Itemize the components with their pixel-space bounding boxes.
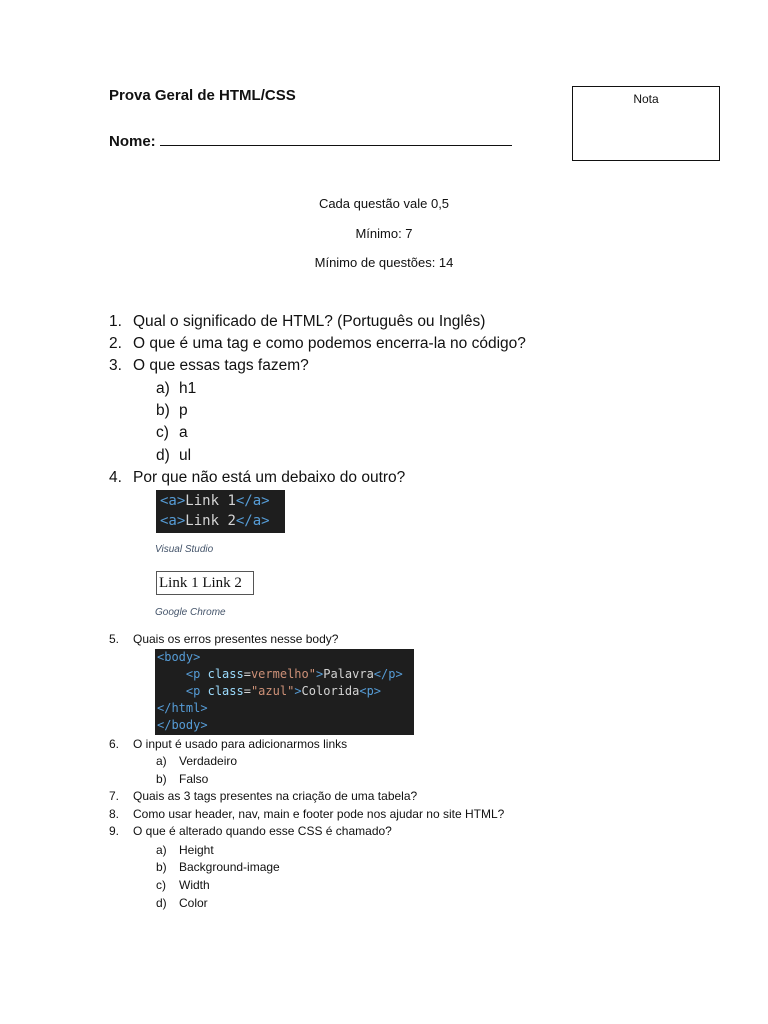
vs-code-snippet [156, 490, 285, 533]
code-line: </body> [157, 718, 208, 732]
code-line: </html> [157, 701, 208, 715]
option-3d [156, 447, 191, 465]
question-number: 1. [109, 313, 122, 330]
code-line: <p class=vermelho">Palavra</p> [185, 667, 403, 681]
code-line: <p class="azul">Colorida<p> [185, 684, 382, 698]
code-line: <a>Link 1</a> [160, 493, 270, 509]
option-letter: c) [156, 424, 169, 441]
exam-title: Prova Geral de HTML/CSS [109, 87, 296, 104]
option-text: p [179, 402, 188, 419]
question-number: 9. [109, 824, 120, 838]
question-8 [109, 807, 504, 821]
option-letter: b) [156, 402, 170, 419]
question-2 [109, 335, 526, 353]
question-9 [109, 824, 392, 838]
question-text: O input é usado para adicionarmos links [133, 737, 348, 751]
question-7 [109, 789, 417, 803]
grade-label: Nota [633, 92, 659, 106]
question-text: O que essas tags fazem? [133, 357, 309, 374]
question-number: 2. [109, 335, 122, 352]
option-letter: a) [156, 754, 167, 768]
option-letter: a) [156, 843, 167, 857]
question-text: O que é uma tag e como podemos encerra-la no código? [133, 335, 526, 352]
figure-caption-vs: Visual Studio [155, 544, 214, 555]
grade-box [572, 86, 720, 161]
question-3 [109, 357, 309, 375]
option-letter: b) [156, 860, 167, 874]
name-field [109, 132, 512, 150]
question-1 [109, 313, 485, 331]
option-3c [156, 424, 188, 442]
option-text: Height [179, 843, 214, 857]
question-5 [109, 632, 338, 646]
question-text: Quais as 3 tags presentes na criação de uma tabela? [133, 789, 418, 803]
question-text: Qual o significado de HTML? (Português ou Inglês) [133, 313, 486, 330]
option-9d [156, 896, 208, 910]
option-9c [156, 878, 210, 892]
option-6a [156, 754, 237, 768]
option-letter: a) [156, 380, 170, 397]
option-letter: b) [156, 772, 167, 786]
question-number: 6. [109, 737, 120, 751]
name-blank-line [160, 132, 512, 146]
option-text: h1 [179, 380, 197, 397]
option-9b [156, 860, 280, 874]
code-line: <a>Link 2</a> [160, 513, 270, 529]
question-6 [109, 737, 347, 751]
option-text: a [179, 424, 188, 441]
question-number: 3. [109, 357, 122, 374]
option-letter: c) [156, 878, 166, 892]
question-text: Por que não está um debaixo do outro? [133, 469, 406, 486]
option-text: ul [179, 447, 192, 464]
option-3b [156, 402, 188, 420]
option-text: Falso [179, 772, 209, 786]
question-text: Quais os erros presentes nesse body? [133, 632, 339, 646]
question-text: Como usar header, nav, main e footer pode nos ajudar no site HTML? [133, 807, 505, 821]
option-text: Verdadeiro [179, 754, 238, 768]
option-text: Background-image [179, 860, 280, 874]
figure-caption-chrome: Google Chrome [155, 607, 226, 618]
option-6b [156, 772, 208, 786]
info-points: Cada questão vale 0,5 [318, 196, 450, 211]
option-letter: d) [156, 447, 170, 464]
question-number: 4. [109, 469, 122, 486]
question-number: 7. [109, 789, 120, 803]
option-text: Width [179, 878, 210, 892]
question-number: 8. [109, 807, 120, 821]
info-minimum: Mínimo: 7 [355, 226, 413, 241]
option-3a [156, 380, 196, 398]
body-code-snippet [155, 649, 414, 735]
question-text: O que é alterado quando esse CSS é chamado? [133, 824, 392, 838]
option-9a [156, 843, 214, 857]
chrome-render-preview: Link 1 Link 2 [156, 571, 254, 595]
info-min-questions: Mínimo de questões: 14 [314, 255, 454, 270]
question-4 [109, 469, 405, 487]
option-text: Color [179, 896, 208, 910]
question-number: 5. [109, 632, 120, 646]
code-line: <body> [157, 650, 201, 664]
option-letter: d) [156, 896, 167, 910]
name-label: Nome: [109, 133, 156, 150]
